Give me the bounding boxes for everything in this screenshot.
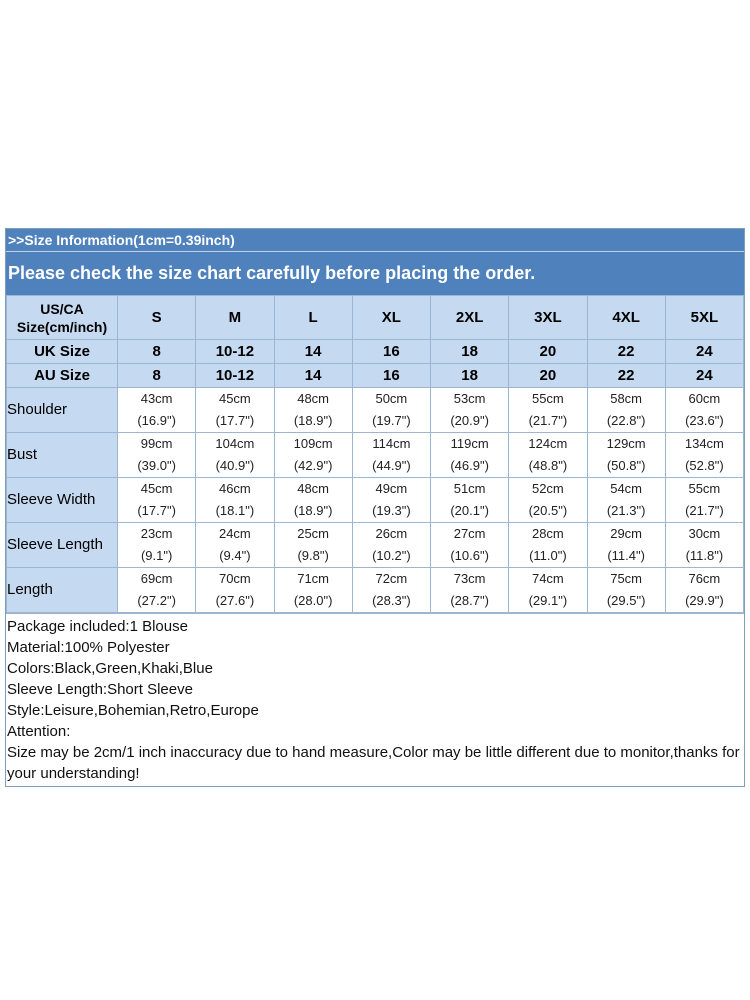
measurement-cell xyxy=(431,523,509,568)
size-header-cell: L xyxy=(274,296,352,340)
au-size-cell: 18 xyxy=(431,364,509,388)
measurement-inch: (16.9") xyxy=(137,413,176,428)
uk-size-cell: 24 xyxy=(665,340,743,364)
measurement-cm: 30cm xyxy=(688,526,721,541)
note-line: Colors:Black,Green,Khaki,Blue xyxy=(7,660,213,677)
size-header-cell: S xyxy=(118,296,196,340)
measurement-cell xyxy=(196,568,274,613)
size-info-title: >>Size Information(1cm=0.39inch) xyxy=(6,229,744,252)
measurement-cm: 49cm xyxy=(375,481,408,496)
measurement-cm: 58cm xyxy=(610,391,643,406)
measurement-cell xyxy=(274,433,352,478)
measurement-inch: (27.6") xyxy=(215,593,255,608)
measurement-inch: (19.7") xyxy=(372,413,411,428)
size-header-cell: XL xyxy=(352,296,430,340)
measurement-label: Sleeve Length xyxy=(7,523,118,568)
note-line: Material:100% Polyester xyxy=(7,639,170,656)
measurement-inch: (17.7") xyxy=(215,413,255,428)
measurement-cell xyxy=(509,523,587,568)
measurement-cm: 23cm xyxy=(140,526,173,541)
measurement-cell xyxy=(274,523,352,568)
measurement-cm: 48cm xyxy=(297,391,330,406)
measurement-cell xyxy=(352,433,430,478)
au-size-cell: 24 xyxy=(665,364,743,388)
size-header-cell: 2XL xyxy=(431,296,509,340)
measurement-row xyxy=(7,433,744,478)
measurement-inch: (20.5") xyxy=(528,503,568,518)
measurement-cm: 29cm xyxy=(610,526,643,541)
measurement-cm: 109cm xyxy=(293,436,333,451)
note-line: Attention: xyxy=(7,723,71,740)
measurement-cm: 50cm xyxy=(375,391,408,406)
uk-size-cell: 18 xyxy=(431,340,509,364)
size-header-row xyxy=(7,296,744,340)
au-size-row xyxy=(7,364,744,388)
measurement-cell xyxy=(118,388,196,433)
measurement-inch: (40.9") xyxy=(215,458,255,473)
size-header-cell: 5XL xyxy=(665,296,743,340)
product-notes xyxy=(6,613,744,786)
measurement-inch: (28.7") xyxy=(450,593,489,608)
measurement-cell xyxy=(274,568,352,613)
measurement-cell xyxy=(196,478,274,523)
measurement-inch: (28.0") xyxy=(293,593,333,608)
au-size-cell: 16 xyxy=(352,364,430,388)
measurement-cm: 27cm xyxy=(453,526,486,541)
measurement-cell xyxy=(587,478,665,523)
measurement-cell xyxy=(665,433,743,478)
measurement-cm: 72cm xyxy=(375,571,408,586)
measurement-inch: (19.3") xyxy=(372,503,411,518)
measurement-cm: 119cm xyxy=(450,436,489,451)
measurement-inch: (42.9") xyxy=(293,458,333,473)
note-line: Size may be 2cm/1 inch inaccuracy due to hand measure,Color may be little different due to monitor,thanks for your understanding! xyxy=(7,744,740,782)
measurement-inch: (10.2") xyxy=(372,548,411,563)
measurement-cm: 55cm xyxy=(531,391,564,406)
measurement-cm: 43cm xyxy=(140,391,173,406)
corner-line-2: Size(cm/inch) xyxy=(16,318,108,335)
measurement-cell xyxy=(665,523,743,568)
measurement-inch: (28.3") xyxy=(372,593,411,608)
measurement-cm: 99cm xyxy=(140,436,173,451)
measurement-cell xyxy=(431,568,509,613)
measurement-cm: 69cm xyxy=(140,571,173,586)
measurement-label: Sleeve Width xyxy=(7,478,118,523)
size-chart xyxy=(5,228,745,787)
measurement-inch: (48.8") xyxy=(528,458,568,473)
measurement-inch: (29.9") xyxy=(685,593,724,608)
measurement-cell xyxy=(274,478,352,523)
measurement-cell xyxy=(352,388,430,433)
measurement-cm: 74cm xyxy=(531,571,564,586)
measurement-cell xyxy=(196,433,274,478)
uk-size-cell: 10-12 xyxy=(196,340,274,364)
measurement-cell xyxy=(352,523,430,568)
measurement-cm: 104cm xyxy=(215,436,255,451)
uk-size-row xyxy=(7,340,744,364)
measurement-inch: (21.3") xyxy=(606,503,646,518)
note-line: Package included:1 Blouse xyxy=(7,618,188,635)
size-table xyxy=(6,295,744,613)
measurement-cell xyxy=(665,388,743,433)
uk-size-cell: 16 xyxy=(352,340,430,364)
measurement-cell xyxy=(509,568,587,613)
size-header-cell: M xyxy=(196,296,274,340)
measurement-cell xyxy=(196,388,274,433)
measurement-inch: (18.9") xyxy=(293,503,333,518)
corner-line-1: US/CA xyxy=(40,300,84,317)
measurement-cell xyxy=(352,568,430,613)
measurement-cm: 26cm xyxy=(375,526,408,541)
measurement-inch: (9.1") xyxy=(140,548,173,563)
uk-size-label: UK Size xyxy=(7,340,118,364)
measurement-cell xyxy=(509,433,587,478)
au-size-cell: 14 xyxy=(274,364,352,388)
uk-size-cell: 22 xyxy=(587,340,665,364)
measurement-cm: 51cm xyxy=(453,481,486,496)
measurement-inch: (10.6") xyxy=(450,548,489,563)
measurement-inch: (18.9") xyxy=(293,413,333,428)
measurement-cell xyxy=(196,523,274,568)
measurement-inch: (22.8") xyxy=(606,413,646,428)
measurement-inch: (17.7") xyxy=(137,503,176,518)
measurement-inch: (27.2") xyxy=(137,593,176,608)
measurement-label: Length xyxy=(7,568,118,613)
measurement-cell xyxy=(118,523,196,568)
measurement-inch: (11.4") xyxy=(607,548,645,563)
measurement-cm: 114cm xyxy=(372,436,411,451)
measurement-cm: 45cm xyxy=(218,391,251,406)
measurement-row xyxy=(7,388,744,433)
measurement-inch: (11.8") xyxy=(685,548,724,563)
measurement-inch: (50.8") xyxy=(606,458,646,473)
measurement-cell xyxy=(118,478,196,523)
note-line: Style:Leisure,Bohemian,Retro,Europe xyxy=(7,702,259,719)
measurement-cm: 52cm xyxy=(531,481,564,496)
measurement-inch: (23.6") xyxy=(685,413,724,428)
measurement-row xyxy=(7,478,744,523)
measurement-cell xyxy=(587,523,665,568)
measurement-cell xyxy=(587,388,665,433)
au-size-cell: 22 xyxy=(587,364,665,388)
measurement-cm: 134cm xyxy=(684,436,724,451)
measurement-cell xyxy=(431,478,509,523)
measurement-cm: 54cm xyxy=(610,481,643,496)
measurement-inch: (20.1") xyxy=(450,503,489,518)
measurement-cell xyxy=(509,388,587,433)
measurement-cell xyxy=(118,568,196,613)
measurement-row xyxy=(7,568,744,613)
measurement-inch: (20.9") xyxy=(450,413,489,428)
measurement-inch: (18.1") xyxy=(215,503,255,518)
measurement-cm: 60cm xyxy=(688,391,721,406)
measurement-cm: 55cm xyxy=(688,481,721,496)
measurement-inch: (21.7") xyxy=(685,503,724,518)
measurement-cell xyxy=(352,478,430,523)
measurement-cm: 48cm xyxy=(297,481,330,496)
measurement-cm: 53cm xyxy=(453,391,486,406)
measurement-label: Shoulder xyxy=(7,388,118,433)
measurement-label: Bust xyxy=(7,433,118,478)
measurement-inch: (11.0") xyxy=(529,548,567,563)
uk-size-cell: 20 xyxy=(509,340,587,364)
measurement-cm: 124cm xyxy=(528,436,568,451)
size-header-cell: 4XL xyxy=(587,296,665,340)
measurement-inch: (44.9") xyxy=(372,458,411,473)
uk-size-cell: 8 xyxy=(118,340,196,364)
measurement-inch: (46.9") xyxy=(450,458,489,473)
measurement-cell xyxy=(665,568,743,613)
measurement-inch: (9.4") xyxy=(219,548,251,563)
size-header-cell: 3XL xyxy=(509,296,587,340)
measurement-cm: 75cm xyxy=(610,571,643,586)
measurement-inch: (9.8") xyxy=(297,548,329,563)
measurement-cm: 45cm xyxy=(140,481,173,496)
measurement-row xyxy=(7,523,744,568)
au-size-label: AU Size xyxy=(7,364,118,388)
measurement-cm: 28cm xyxy=(531,526,564,541)
measurement-cell xyxy=(509,478,587,523)
measurement-cm: 129cm xyxy=(606,436,646,451)
measurement-cm: 73cm xyxy=(453,571,486,586)
measurement-cell xyxy=(118,433,196,478)
measurement-inch: (52.8") xyxy=(685,458,724,473)
measurement-cell xyxy=(431,388,509,433)
measurement-cm: 71cm xyxy=(297,571,330,586)
size-notice: Please check the size chart carefully before placing the order. xyxy=(6,252,744,295)
measurement-inch: (21.7") xyxy=(528,413,568,428)
measurement-inch: (39.0") xyxy=(137,458,176,473)
measurement-cm: 24cm xyxy=(218,526,251,541)
au-size-cell: 20 xyxy=(509,364,587,388)
au-size-cell: 8 xyxy=(118,364,196,388)
size-corner-cell xyxy=(7,296,118,340)
measurement-cm: 25cm xyxy=(297,526,330,541)
measurement-cm: 76cm xyxy=(688,571,721,586)
measurement-cm: 46cm xyxy=(218,481,251,496)
measurement-cell xyxy=(587,568,665,613)
measurement-cm: 70cm xyxy=(218,571,251,586)
measurement-cell xyxy=(431,433,509,478)
measurement-cell xyxy=(587,433,665,478)
measurement-inch: (29.5") xyxy=(606,593,646,608)
measurement-cell xyxy=(274,388,352,433)
au-size-cell: 10-12 xyxy=(196,364,274,388)
measurement-inch: (29.1") xyxy=(528,593,568,608)
uk-size-cell: 14 xyxy=(274,340,352,364)
measurement-cell xyxy=(665,478,743,523)
note-line: Sleeve Length:Short Sleeve xyxy=(7,681,193,698)
